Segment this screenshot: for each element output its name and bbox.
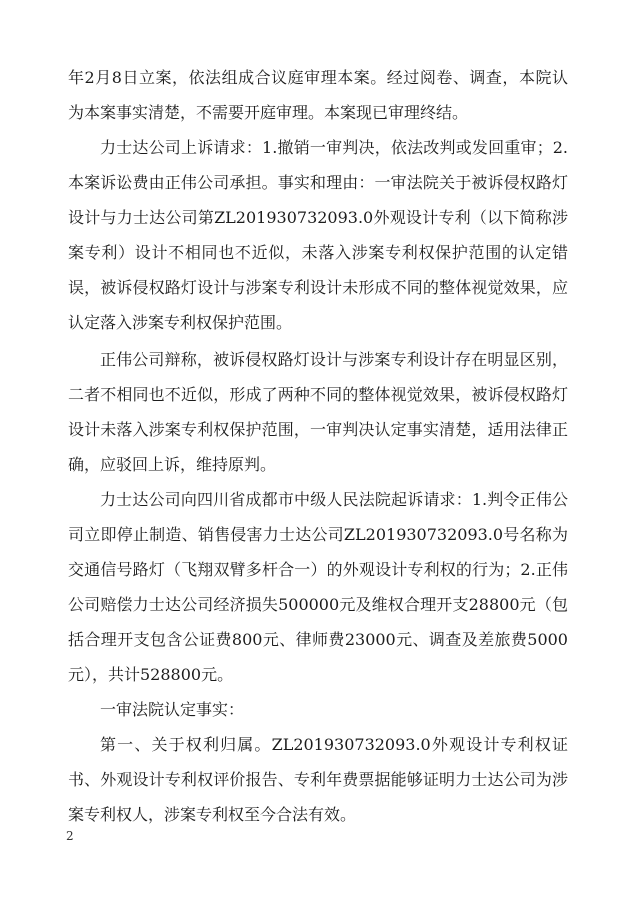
paragraph-text: 力士达公司向四川省成都市中级人民法院起诉请求：1.判令正伟公司立即停止制造、销售侵害力士达公司ZL201930732093.0号名称为交通信号路灯（飞翔双臂多杆合一）的外观设计专利权的行为；2.正伟公司赔偿力士达公司经济损失500000元及维权合理开支28800元（包括合理开支包含公证费800元、律师费23000元、调查及差旅费5000元），共计528800元。 [68, 490, 568, 684]
paragraph-text: 力士达公司上诉请求：1.撤销一审判决，依法改判或发回重审；2.本案诉讼费由正伟公司承担。事实和理由：一审法院关于被诉侵权路灯设计与力士达公司第ZL201930732093.0外观设计专利（以下简称涉案专利）设计不相同也不近似，未落入涉案专利权保护范围的认定错误，被诉侵权路灯设计与涉案专利设计未形成不同的整体视觉效果，应认定落入涉案专利权保护范围。 [68, 138, 568, 332]
paragraph-case-filing [68, 60, 568, 130]
paragraph-defense [68, 342, 568, 482]
paragraph-text: 一审法院认定事实： [100, 700, 245, 719]
paragraph-ownership [68, 727, 568, 832]
paragraph-text: 第一、关于权利归属。ZL201930732093.0外观设计专利权证书、外观设计专利权评价报告、专利年费票据能够证明力士达公司为涉案专利权人，涉案专利权至今合法有效。 [68, 735, 568, 824]
paragraph-text: 正伟公司辩称，被诉侵权路灯设计与涉案专利设计存在明显区别，二者不相同也不近似，形成了两种不同的整体视觉效果，被诉侵权路灯设计未落入涉案专利权保护范围，一审判决认定事实清楚，适用法律正确，应驳回上诉，维持原判。 [68, 350, 568, 474]
page-number: 2 [66, 829, 74, 843]
paragraph-lawsuit-request [68, 482, 568, 692]
paragraph-findings-heading [68, 692, 568, 727]
paragraph-text: 年2月8日立案，依法组成合议庭审理本案。经过阅卷、调查，本院认为本案事实清楚，不需要开庭审理。本案现已审理终结。 [68, 68, 568, 122]
paragraph-appeal-request [68, 130, 568, 340]
